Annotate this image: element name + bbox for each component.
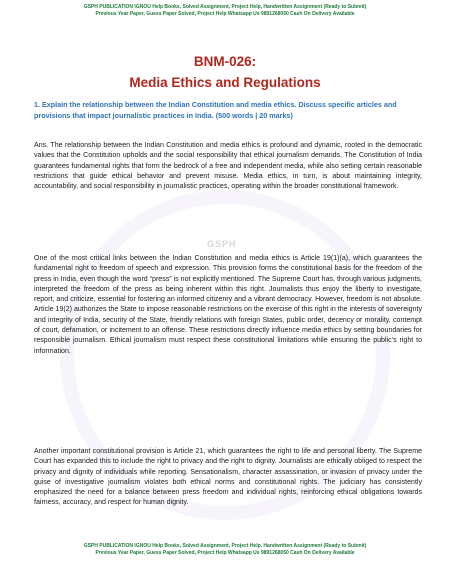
- answer-paragraph-3: Another important constitutional provision is Article 21, which guarantees the right to life and personal liberty. The Supreme Court has expanded this to include the right to privacy and the right to dignity. Journalists are ethically obliged to respect the privacy and dignity of individuals while reporting. Sensationalism, character assassination, or invasion of privacy under the guise of investigative journalism violates both ethical norms and constitutional rights. The judiciary has consistently emphasized the need for a balance between press freedom and individual rights, reinforcing ethical obligations towards fairness, accuracy, and respect for human dignity.: [34, 448, 422, 507]
- page-footer: [0, 543, 450, 557]
- watermark-text: GSPH: [207, 239, 237, 249]
- course-code: BNM-026:: [193, 54, 257, 69]
- footer-line-2: Previous Year Paper, Guess Paper Solved, Project Help Whatsapp Us 9891268050 Cash On Delivery Available: [95, 550, 355, 556]
- header-line-2: Previous Year Paper, Guess Paper Solved, Project Help Whatsapp Us 9891268050 Cash On Delivery Available: [95, 11, 355, 17]
- header-line-1: GSPH PUBLICATION IGNOU Help Books, Solved Assignment, Project Help, Handwritten Assignment (Ready to Submit): [83, 4, 367, 10]
- question-text: 1. Explain the relationship between the Indian Constitution and media ethics. Discuss specific articles and provisions that impact journalistic practices in India. (500 words | 20 marks): [34, 100, 397, 120]
- document-title: Media Ethics and Regulations: [129, 75, 321, 90]
- page-header: [0, 4, 450, 18]
- answer-paragraph-2: One of the most critical links between the Indian Constitution and media ethics is Article 19(1)(a), which guarantees the fundamental right to freedom of speech and expression. This provision forms the constitutional basis for the freedom of the press in India, even though the word “press” is not explicitly mentioned. The Supreme Court has, through various judgments, interpreted the freedom of the press as being inherent within this right. Journalists thus enjoy the liberty to investigate, report, and criticize, essential for fostering an informed citizenry and a vibrant democracy. However, freedom is not absolute. Article 19(2) authorizes the State to impose reasonable restrictions on the exercise of this right in the interests of sovereignty and integrity of India, security of the State, friendly relations with foreign States, public order, decency or morality, contempt of court, defamation, or incitement to an offense. These restrictions directly influence media ethics by setting boundaries for responsible journalism. Ethical journalism must respect these constitutional limitations while ensuring the public’s right to information.: [34, 255, 422, 355]
- answer-paragraph-1: Ans. The relationship between the Indian Constitution and media ethics is profound and dynamic, rooted in the democratic values that the Constitution upholds and the social responsibility that ethical journalism demands. The Constitution of India guarantees fundamental rights that form the bedrock of a free and independent media, while also setting certain reasonable restrictions that guide ethical behavior and prevent misuse. Media ethics, in turn, is about maintaining integrity, accountability, and social responsibility in journalistic practices, operating within the broader constitutional framework.: [34, 142, 422, 191]
- footer-line-1: GSPH PUBLICATION IGNOU Help Books, Solved Assignment, Project Help, Handwritten Assignment (Ready to Submit): [83, 543, 367, 549]
